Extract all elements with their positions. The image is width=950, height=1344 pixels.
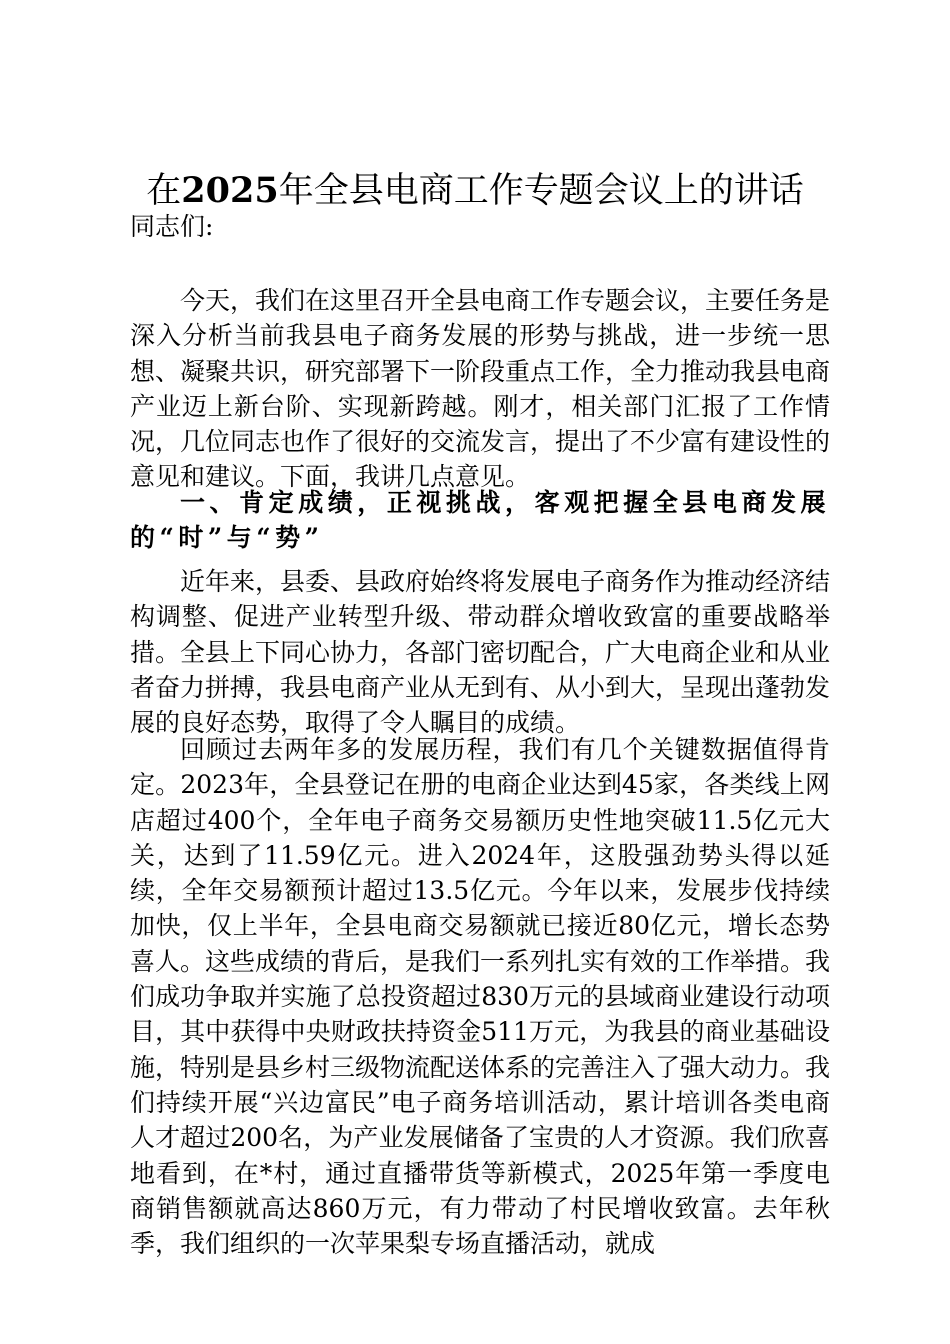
section-heading-1: 一、肯定成绩，正视挑战，客观把握全县电商发展的“时”与“势” [130, 488, 830, 553]
section1-paragraph-1: 近年来，县委、县政府始终将发展电子商务作为推动经济结构调整、促进产业转型升级、带动群众增收致富的重要战略举措。全县上下同心协力，各部门密切配合，广大电商企业和从业者奋力拼搏，我县电商产业从无到有、从小到大，呈现出蓬勃发展的良好态势，取得了令人瞩目的成绩。 [130, 567, 831, 738]
salutation: 同志们: [130, 212, 214, 241]
section1-paragraph-2: 回顾过去两年多的发展历程，我们有几个关键数据值得肯定。2023年，全县登记在册的电商企业达到45家，各类线上网店超过400个，全年电子商务交易额历史性地突破11.5亿元大关，达到了11.59亿元。进入2024年，这股强劲势头得以延续，全年交易额预计超过13.5亿元。今年以来，发展步伐持续加快，仅上半年，全县电商交易额就已接近80亿元，增长态势喜人。这些成绩的背后，是我们一系列扎实有效的工作举措。我们成功争取并实施了总投资超过830万元的县域商业建设行动项目，其中获得中央财政扶持资金511万元，为我县的商业基础设施，特别是县乡村三级物流配送体系的完善注入了强大动力。我们持续开展“兴边富民”电子商务培训活动，累计培训各类电商人才超过200名，为产业发展储备了宝贵的人才资源。我们欣喜地看到，在*村，通过直播带货等新模式，2025年第一季度电商销售额就高达860万元，有力带动了村民增收致富。去年秋季，我们组织的一次苹果梨专场直播活动，就成 [130, 735, 831, 1259]
title-suffix: 年全县电商工作专题会议上的讲话 [278, 171, 804, 211]
title-prefix: 在 [146, 171, 182, 211]
intro-paragraph: 今天，我们在这里召开全县电商工作专题会议，主要任务是深入分析当前我县电子商务发展的形势与挑战，进一步统一思想、凝聚共识，研究部署下一阶段重点工作，全力推动我县电商产业迈上新台阶、实现新跨越。刚才，相关部门汇报了工作情况，几位同志也作了很好的交流发言，提出了不少富有建设性的意见和建议。下面，我讲几点意见。 [130, 286, 831, 492]
title-year: 2025 [181, 170, 279, 211]
